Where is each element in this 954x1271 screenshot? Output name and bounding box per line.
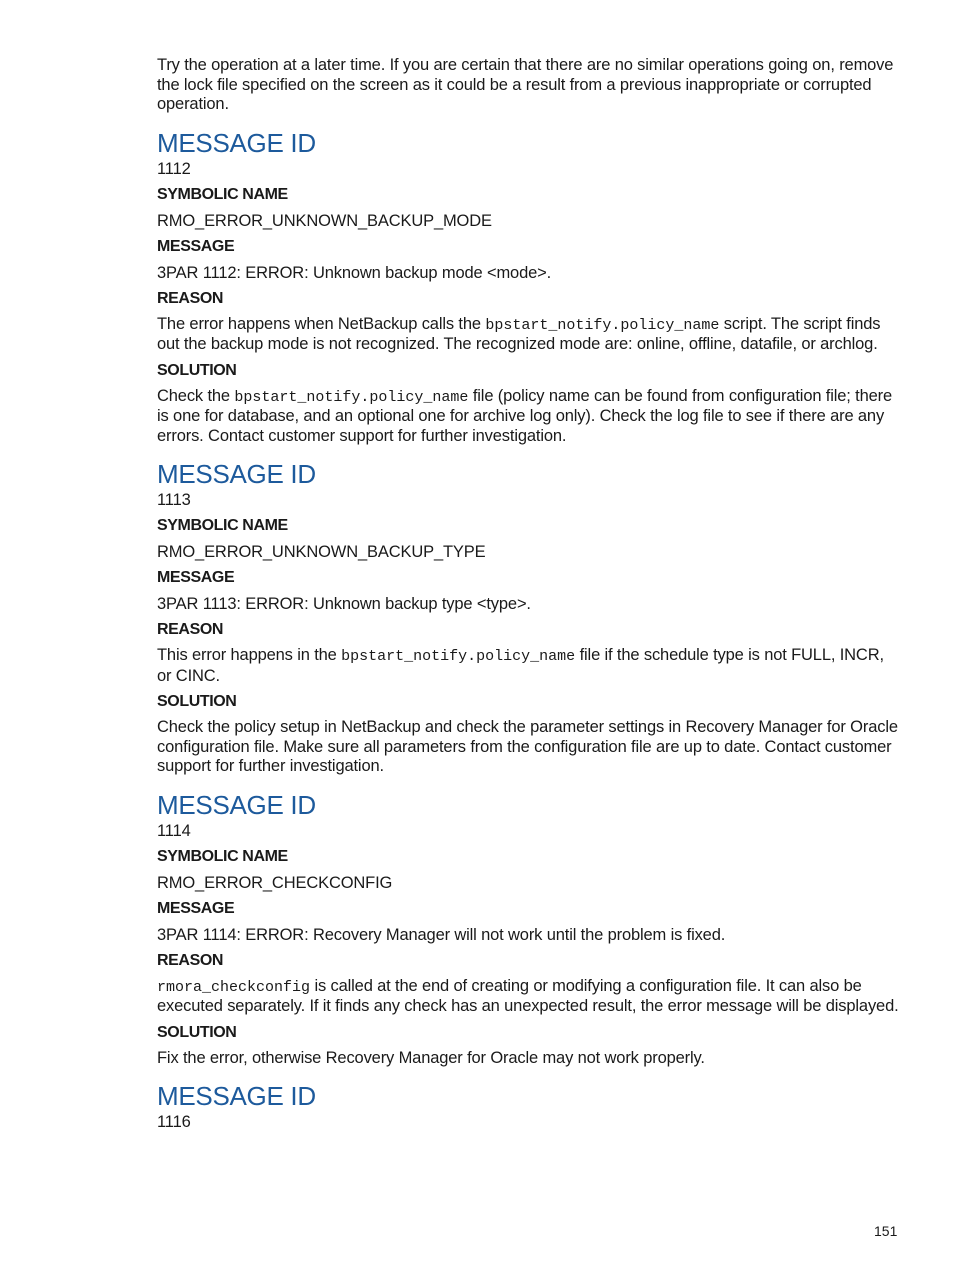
solution-text-pre: Check the: [157, 386, 235, 405]
page-content: [157, 56, 899, 1132]
message-value: 3PAR 1112: ERROR: Unknown backup mode <mode>.: [157, 263, 552, 282]
page-number: 151: [874, 1223, 898, 1239]
reason-code: rmora_checkconfig: [157, 978, 311, 996]
solution-label: SOLUTION: [157, 693, 237, 710]
message-id-heading: MESSAGE ID: [157, 459, 316, 489]
reason-text-pre: The error happens when NetBackup calls the: [157, 314, 486, 333]
message-id-heading: MESSAGE ID: [157, 789, 316, 820]
intro-paragraph: Try the operation at a later time. If you are certain that there are no similar operations going on, remove the lock file specified on the screen as it could be a result from a previous inappropriate or corrupted operation.: [157, 56, 894, 113]
reason-code: bpstart_notify.policy_name: [485, 316, 720, 334]
reason-label: REASON: [157, 289, 224, 307]
solution-paragraph: [157, 387, 899, 447]
solution-paragraph: Fix the error, otherwise Recovery Manager for Oracle may not work properly.: [157, 1048, 705, 1067]
message-id-value: 1113: [157, 491, 191, 509]
message-entry-1112: [157, 128, 899, 447]
message-id-heading: MESSAGE ID: [157, 127, 316, 158]
reason-code: bpstart_notify.policy_name: [341, 648, 576, 665]
solution-code: bpstart_notify.policy_name: [234, 388, 469, 406]
message-value: 3PAR 1114: ERROR: Recovery Manager will not work until the problem is fixed.: [157, 925, 726, 944]
message-label: MESSAGE: [157, 899, 235, 917]
message-value: 3PAR 1113: ERROR: Unknown backup type <type>.: [157, 595, 531, 613]
symbolic-name-label: SYMBOLIC NAME: [157, 847, 288, 865]
reason-text-pre: This error happens in the: [157, 646, 342, 664]
symbolic-name-label: SYMBOLIC NAME: [157, 517, 288, 534]
reason-text-post: script. The script finds out the backup mode is not recognized. The recognized mode are: online, offline, datafile, or archlog.: [157, 314, 881, 353]
reason-text-post: file if the schedule type is not FULL, INCR, or CINC.: [157, 646, 884, 685]
solution-paragraph: Check the policy setup in NetBackup and check the parameter settings in Recovery Manager for Oracle configuration file. Make sure all parameters from the configuration file are up to date. Contact customer support for further investigation.: [157, 718, 898, 775]
symbolic-name-value: RMO_ERROR_UNKNOWN_BACKUP_TYPE: [157, 543, 486, 561]
solution-label: SOLUTION: [157, 361, 237, 379]
symbolic-name-value: RMO_ERROR_UNKNOWN_BACKUP_MODE: [157, 211, 492, 230]
reason-label: REASON: [157, 621, 224, 638]
solution-label: SOLUTION: [157, 1023, 237, 1041]
message-id-value: 1112: [157, 159, 191, 178]
reason-paragraph: [157, 315, 899, 355]
reason-paragraph: [157, 646, 899, 686]
symbolic-name-label: SYMBOLIC NAME: [157, 185, 288, 203]
message-id-value: 1116: [157, 1113, 191, 1131]
message-entry-1113: [157, 459, 899, 777]
message-entry-1114: [157, 790, 899, 1069]
message-id-value: 1114: [157, 821, 191, 840]
message-id-heading: MESSAGE ID: [157, 1081, 316, 1111]
solution-text-post: file (policy name can be found from configuration file; there is one for database, and an optional one for archive log only). Check the log file to see if there are any errors. Contact customer support for further investigation.: [157, 386, 893, 445]
reason-paragraph: [157, 977, 899, 1017]
message-label: MESSAGE: [157, 237, 235, 255]
message-entry-1116: [157, 1081, 899, 1132]
message-label: MESSAGE: [157, 569, 235, 586]
symbolic-name-value: RMO_ERROR_CHECKCONFIG: [157, 873, 393, 892]
reason-text-post: is called at the end of creating or modifying a configuration file. It can also be executed separately. If it finds any check has an unexpected result, the error message will be displayed.: [157, 976, 899, 1015]
reason-label: REASON: [157, 951, 224, 969]
